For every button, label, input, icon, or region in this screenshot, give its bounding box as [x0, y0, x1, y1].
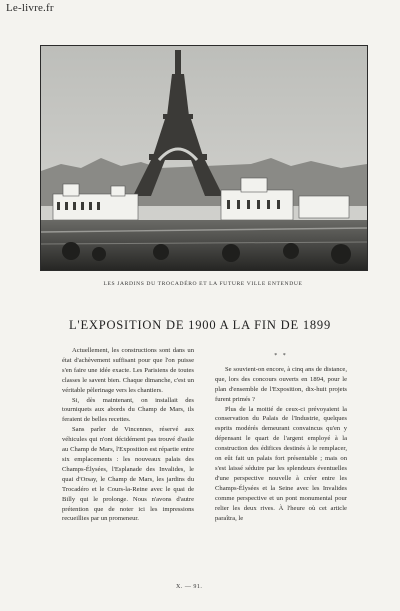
- paragraph: Actuellement, les constructions sont dans un état d'achèvement suffisant pour que l'on puisse s'en faire une idée exacte. Les Parisiens de toutes classes le savent bien. Chaque dimanche, c'est un véritable pèlerinage vers les chantiers.: [62, 347, 194, 394]
- paragraph: Si, dès maintenant, on installait des tourniquets aux abords du Champ de Mars, ils feraient de belles recettes.: [62, 396, 194, 424]
- paragraph: Sans parler de Vincennes, réservé aux véhicules qui n'ont décidément pas trouvé d'asile au Champ de Mars, l'Exposition est répartie entre six emplacements : les nouveaux palais des Champs-Élysées, l'Esplanade des Invalides, le quai d'Orsay, le Champ de Mars, les jardins du Trocadéro et le Cours-la-Reine avec le quai de Billy qui le prolonge. Nous n'avons d'autre prétention que de noter ici les impressions recueillies par un promeneur.: [62, 426, 194, 523]
- left-column: [62, 346, 194, 524]
- paragraph: Plus de la moitié de ceux-ci prévoyaient la conservation du Palais de l'Industrie, quelques esprits modérés demeurant convaincus qu'en y dépensant le quart de l'argent employé à la construction des édifices destinés à le remplacer, on eût fait un palais fort présentable ; mais on s'est laissé séduire par les splendeurs éventuelles d'une perspective nouvelle à créer entre les Champs-Élysées et la Seine avec les Invalides comme perspective et un pont monumental pour relier les deux rives. À l'heure où cet article paraîtra, le: [215, 405, 347, 522]
- section-separator: * *: [274, 353, 288, 359]
- eiffel-tower-photograph: [40, 45, 368, 271]
- article-title: L'EXPOSITION DE 1900 A LA FIN DE 1899: [68, 318, 332, 332]
- right-column: [215, 346, 347, 523]
- watermark: Le-livre.fr: [6, 2, 54, 14]
- photo-caption: LES JARDINS DU TROCADÉRO ET LA FUTURE VILLE ENTENDUE: [103, 281, 303, 287]
- paragraph: Se souvient-on encore, à cinq ans de distance, que, lors des concours ouverts en 1894, pour le plan d'ensemble de l'Exposition, dix-huit projets furent primés ?: [215, 365, 347, 403]
- page-folio: X. — 91.: [176, 584, 203, 590]
- photo-illustration: [41, 46, 367, 270]
